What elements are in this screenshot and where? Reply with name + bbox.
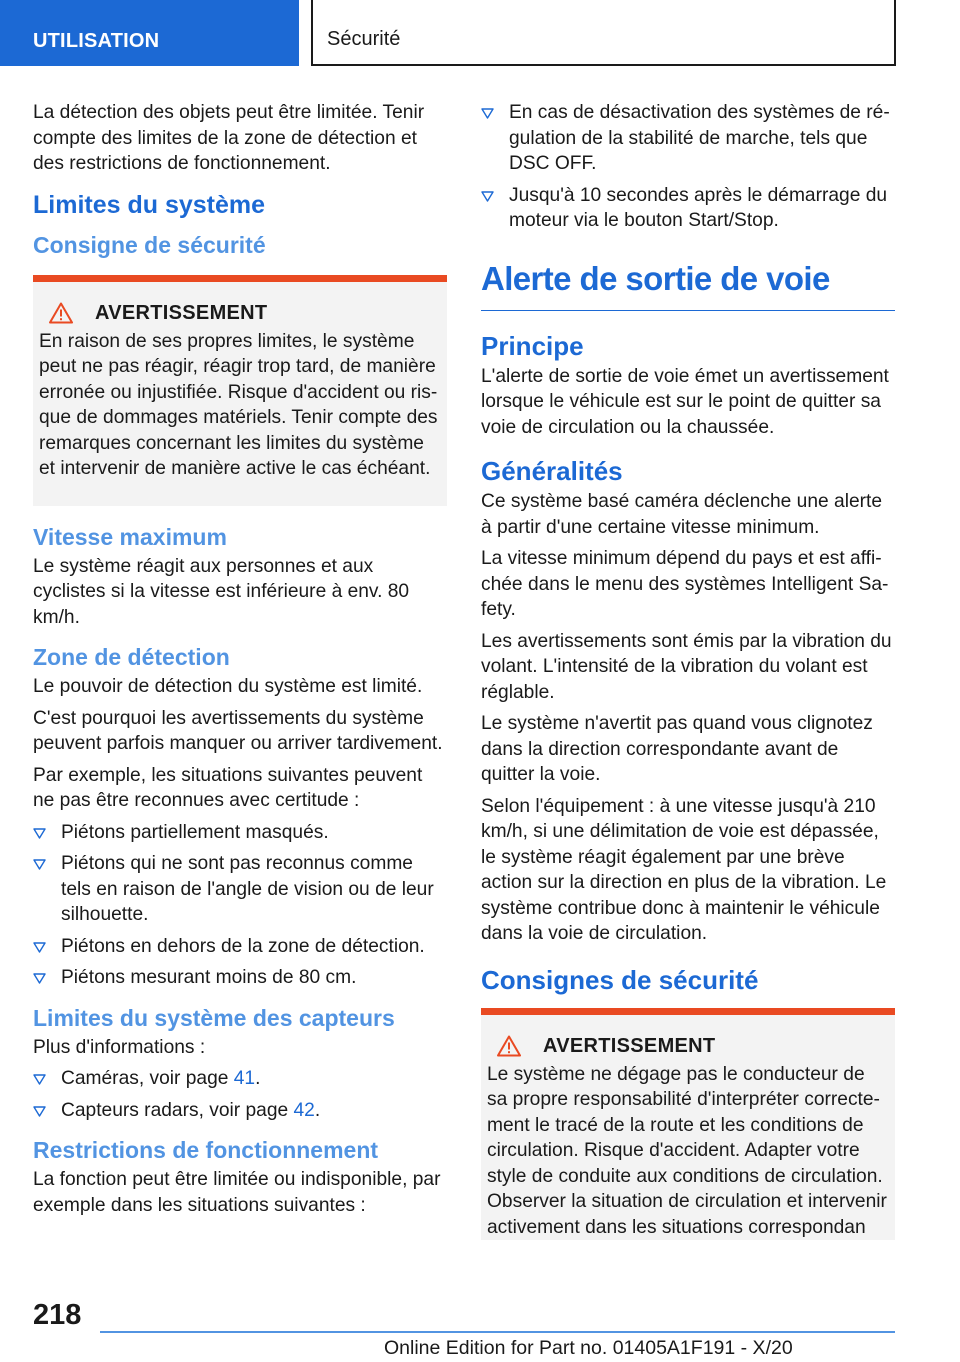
footer-divider [100, 1331, 895, 1333]
heading-system-limits: Limites du système [33, 190, 266, 219]
page-link-radar[interactable]: 42 [293, 1099, 315, 1121]
principle-paragraph: L'alerte de sortie de voie émet un avertissement lorsque le véhicule est sur le point de quitter sa voie de circulation ou la chaussée. [481, 365, 889, 438]
heading-max-speed: Vitesse maximum [33, 523, 227, 550]
bullet-triangle-icon [33, 942, 46, 953]
zone-paragraph-1: Le pouvoir de détection du système est limité. [33, 676, 423, 697]
list-item: En cas de désactivation des systèmes de régulation de la stabilité de marche, tels que DSC OFF. [481, 100, 895, 177]
list-item: Jusqu'à 10 secondes après le démarrage du moteur via le bouton Start/Stop. [481, 183, 895, 234]
general-paragraph-1: Ce système basé caméra déclenche une alerte à partir d'une certaine vitesse minimum. [481, 491, 883, 538]
bullet-triangle-icon [33, 859, 46, 870]
page-link-cameras[interactable]: 41 [233, 1068, 256, 1089]
restrict-list [481, 100, 895, 234]
speed-paragraph: Le système réagit aux personnes et aux cyclistes si la vitesse est inférieure à env. 80 km/h. [33, 555, 410, 628]
sensors-intro: Plus d'informations : [33, 1036, 206, 1058]
page-header [0, 0, 960, 66]
heading-restrictions: Restrictions de fonctionnement [33, 1137, 379, 1163]
footer-edition: Online Edition for Part no. 01405A1F191 - X/20 [384, 1337, 793, 1359]
warning-triangle-icon [49, 302, 73, 324]
intro-paragraph: La détection des objets peut être limitée. Tenir compte des limites de la zone de détection et des restrictions de fonctionnement. [33, 102, 425, 174]
list-item: Capteurs radars, voir page 42. [33, 1098, 447, 1124]
general-paragraph-2: La vitesse minimum dépend du pays et est affichée dans le menu des systèmes Intelligent Safety. [481, 548, 889, 620]
warning-title: AVERTISSEMENT [543, 1034, 716, 1057]
heading-sensor-limits: Limites du système des capteurs [33, 1004, 395, 1031]
sensor-list [33, 1066, 447, 1123]
chapter-title: Sécurité [311, 0, 896, 66]
heading-principle: Principe [481, 330, 584, 361]
bullet-triangle-icon [33, 1074, 46, 1085]
general-paragraph-5: Selon l'équipement : à une vitesse jusqu'à 210 km/h, si une délimitation de voie est dépassée, le système réagit également par une brève action sur la direction en plus de la vibration. Le système contribue donc à maintenir le véhicule dans la voie de circulation. [481, 795, 887, 944]
warning-box [33, 275, 447, 506]
warning-title: AVERTISSEMENT [95, 301, 268, 324]
restrict-paragraph: La fonction peut être limitée ou indisponible, par exemple dans les situations suivantes : [33, 1169, 441, 1216]
heading-detection-zone: Zone de détection [33, 644, 230, 670]
bullet-triangle-icon [481, 191, 494, 202]
bullet-triangle-icon [33, 973, 46, 984]
heading-safety-notes: Consignes de sécurité [481, 964, 759, 995]
heading-general: Généralités [481, 456, 623, 486]
bullet-triangle-icon [481, 108, 494, 119]
list-item: Piétons mesurant moins de 80 cm. [33, 965, 447, 991]
warning-header [39, 302, 441, 325]
list-item: Caméras, voir page 41. [33, 1066, 447, 1092]
left-column [33, 100, 447, 1224]
zone-paragraph-3: Par exemple, les situations suivantes peuvent ne pas être reconnues avec certitude : [33, 764, 423, 811]
section-tab[interactable]: UTILISATION [0, 0, 299, 66]
page-number: 218 [33, 1299, 82, 1331]
warning-text: Le système ne dégage pas le conducteur de sa propre responsabilité d'interpréter correctement le tracé de la route et les conditions de circulation. Risque d'accident. Adapter votre style de conduite aux conditions de circulation. Observer la situation de circulation et intervenir activement dans les situations correspondan [487, 1063, 887, 1238]
warning-box [481, 1008, 895, 1241]
zone-paragraph-2: C'est pourquoi les avertissements du système peuvent parfois manquer ou arriver tardivement. [33, 707, 443, 754]
list-item: Piétons qui ne sont pas reconnus comme tels en raison de l'angle de vision ou de leur silhouette. [33, 851, 447, 928]
general-paragraph-3: Les avertissements sont émis par la vibration du volant. L'intensité de la vibration du volant est réglable. [481, 630, 892, 703]
bullet-triangle-icon [33, 828, 46, 839]
warning-header [487, 1035, 889, 1058]
list-item: Piétons partiellement masqués. [33, 820, 447, 846]
heading-safety-note: Consigne de sécurité [33, 231, 266, 258]
bullet-triangle-icon [33, 1106, 46, 1117]
zone-list [33, 820, 447, 991]
warning-text: En raison de ses propres limites, le système peut ne pas réagir, réagir trop tard, de manière erronée ou injustifiée. Risque d'accident ou risque de dommages matériels. Tenir compte des remarques concernant les limites du système et intervenir de manière active le cas échéant. [39, 330, 438, 479]
right-column [481, 100, 895, 1258]
general-paragraph-4: Le système n'avertit pas quand vous clignotez dans la direction correspondante avant de quitter la voie. [481, 713, 873, 785]
chapter-heading: Alerte de sortie de voie [481, 260, 895, 311]
warning-triangle-icon [497, 1035, 521, 1057]
list-item: Piétons en dehors de la zone de détection. [33, 934, 447, 960]
